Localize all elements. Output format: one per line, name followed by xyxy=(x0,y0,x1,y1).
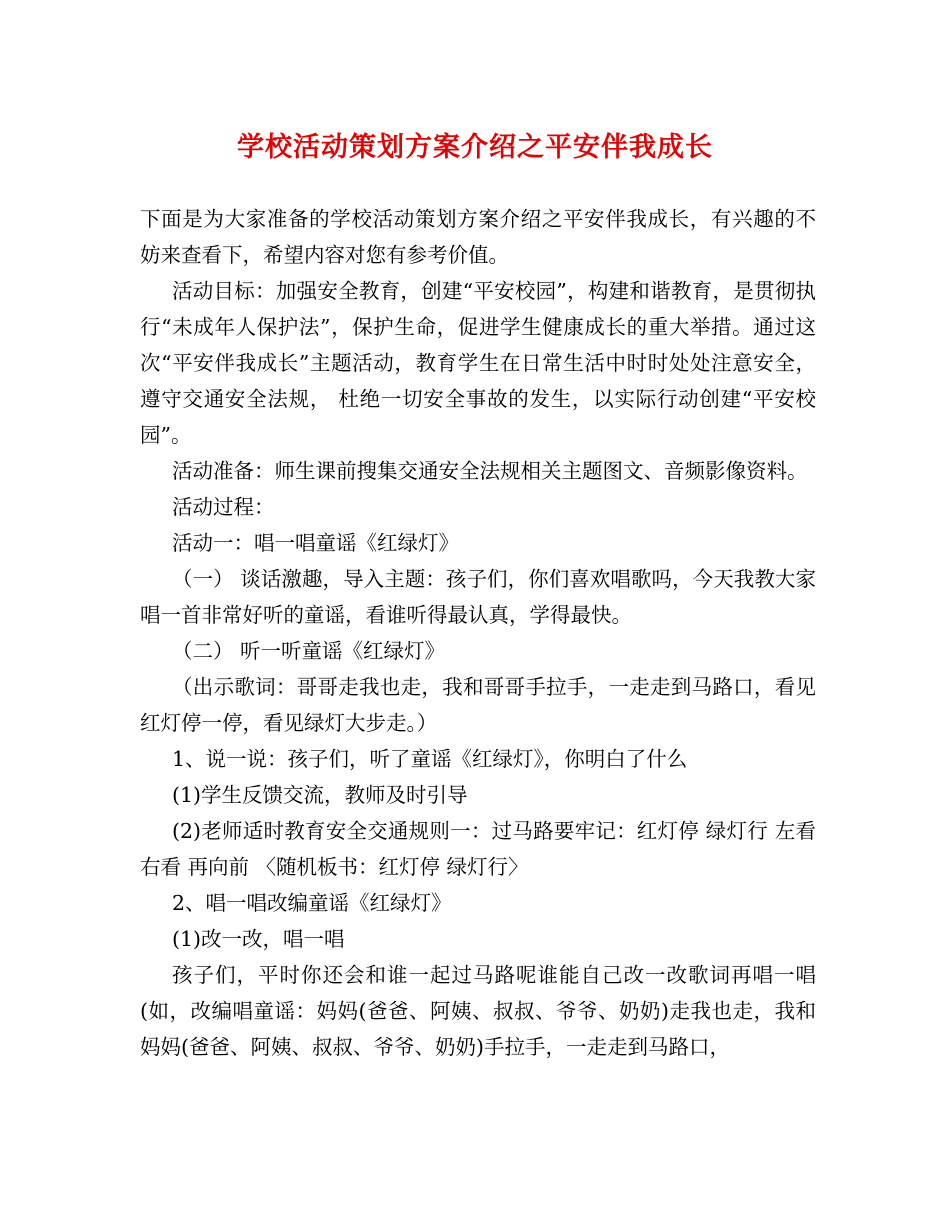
paragraph-rule-one: (2)老师适时教育安全交通规则一：过马路要牢记：红灯停 绿灯行 左看 右看 再向前 〈随机板书：红灯停 绿灯行〉 xyxy=(140,819,816,879)
paragraph-children-adapt: 孩子们，平时你还会和谁一起过马路呢谁能自己改一改歌词再唱一唱(如，改编唱童谣：妈妈(爸爸、阿姨、叔叔、爷爷、奶奶)走我也走，我和妈妈(爸爸、阿姨、叔叔、爷爷、奶奶)手拉手，一走走到马路口， xyxy=(140,963,816,1059)
paragraph-sing-adapted: 2、唱一唱改编童谣《红绿灯》 xyxy=(172,891,452,915)
paragraph-goal: 活动目标：加强安全教育，创建“平安校园”，构建和谐教育，是贯彻执行“未成年人保护法”，保护生命，促进学生健康成长的重大举措。通过这次“平安伴我成长”主题活动，教育学生在日常生活中时时处处注意安全，遵守交通安全法规， 杜绝一切安全事故的发生，以实际行动创建“平安校园”。 xyxy=(140,279,816,447)
paragraph-process-heading: 活动过程： xyxy=(172,495,275,519)
paragraph-change-sing: (1)改一改，唱一唱 xyxy=(172,927,345,951)
paragraph-step-one: （一） 谈话激趣，导入主题：孩子们，你们喜欢唱歌吗，今天我教大家唱一首非常好听的童谣，看谁听得最认真，学得最快。 xyxy=(140,567,816,627)
paragraph-preparation: 活动准备：师生课前搜集交通安全法规相关主题图文、音频影像资料。 xyxy=(172,459,808,483)
paragraph-activity-one: 活动一：唱一唱童谣《红绿灯》 xyxy=(172,531,459,555)
document-title: 学校活动策划方案介绍之平安伴我成长 xyxy=(237,132,713,163)
paragraph-feedback: (1)学生反馈交流，教师及时引导 xyxy=(172,783,468,807)
paragraph-lyrics: （出示歌词：哥哥走我也走，我和哥哥手拉手，一走走到马路口，看见红灯停一停，看见绿灯大步走。） xyxy=(140,675,816,735)
paragraph-intro: 下面是为大家准备的学校活动策划方案介绍之平安伴我成长，有兴趣的不妨来查看下，希望内容对您有参考价值。 xyxy=(140,207,816,267)
paragraph-step-two: （二） 听一听童谣《红绿灯》 xyxy=(172,639,446,663)
paragraph-say: 1、说一说：孩子们，听了童谣《红绿灯》，你明白了什么 xyxy=(172,747,688,771)
document-body xyxy=(140,201,816,1065)
